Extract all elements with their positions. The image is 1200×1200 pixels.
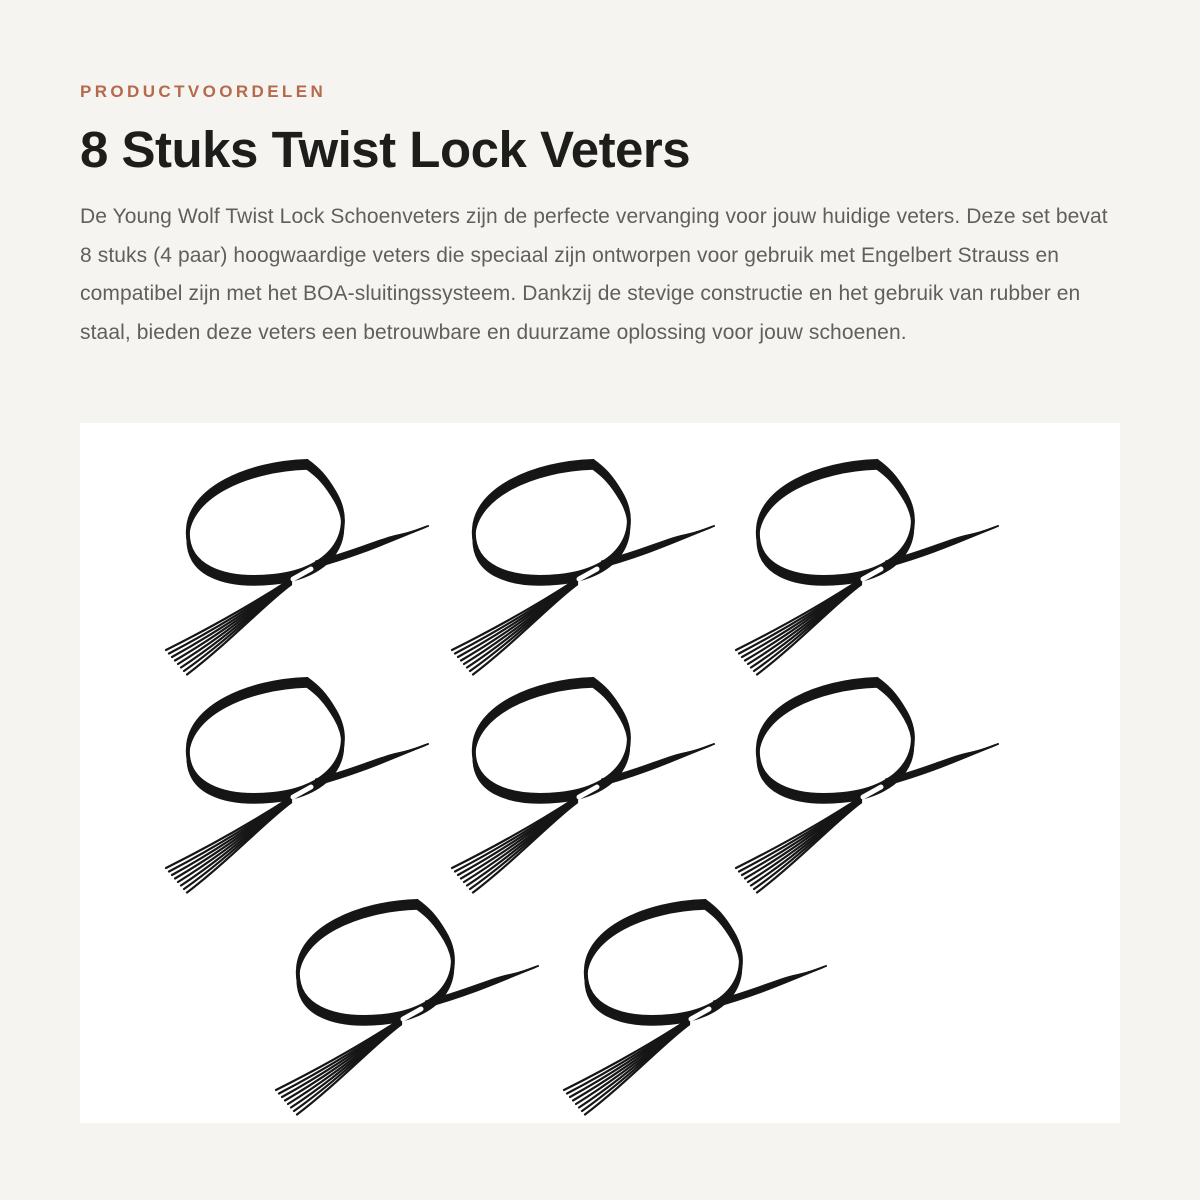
lace-clip-mark — [889, 455, 896, 466]
lace-tail-left — [757, 803, 861, 893]
lace-bundle-7 — [276, 895, 538, 1115]
lace-bundle-8 — [564, 895, 826, 1115]
lace-clip-mark — [717, 895, 724, 906]
lace-tail-left — [187, 585, 291, 675]
lace-bundle-6 — [736, 673, 998, 893]
lace-tail-left — [187, 803, 291, 893]
product-image-panel — [80, 423, 1120, 1123]
twist-lock-laces-image — [80, 423, 1120, 1123]
lace-tail-left — [473, 803, 577, 893]
lace-tail-left — [297, 1025, 401, 1115]
product-description: De Young Wolf Twist Lock Schoenveters zijn de perfecte vervanging voor jouw huidige veters. Deze set bevat 8 stuks (4 paar) hoogwaardige veters die speciaal zijn ontworpen voor gebruik met Engelbert Strauss en compatibel zijn met het BOA-sluitingssysteem. Dankzij de stevige constructie en het gebruik van rubber en staal, bieden deze veters een betrouwbare en duurzame oplossing voor jouw schoenen. — [80, 205, 1108, 344]
lace-clip-mark — [319, 455, 326, 466]
lace-clip-mark — [605, 455, 612, 466]
lace-clip-mark — [605, 673, 612, 684]
lace-tail-left — [585, 1025, 689, 1115]
lace-bundle-5 — [452, 673, 714, 893]
lace-clip-mark — [429, 895, 436, 906]
lace-bundle-3 — [736, 455, 998, 675]
lace-clip-mark — [889, 673, 896, 684]
lace-bundle-1 — [166, 455, 428, 675]
lace-bundle-4 — [166, 673, 428, 893]
lace-bundle-2 — [452, 455, 714, 675]
lace-tail-left — [473, 585, 577, 675]
lace-clip-mark — [319, 673, 326, 684]
lace-tail-left — [757, 585, 861, 675]
page-title: 8 Stuks Twist Lock Veters — [80, 121, 691, 178]
section-eyebrow: PRODUCTVOORDELEN — [80, 82, 327, 101]
